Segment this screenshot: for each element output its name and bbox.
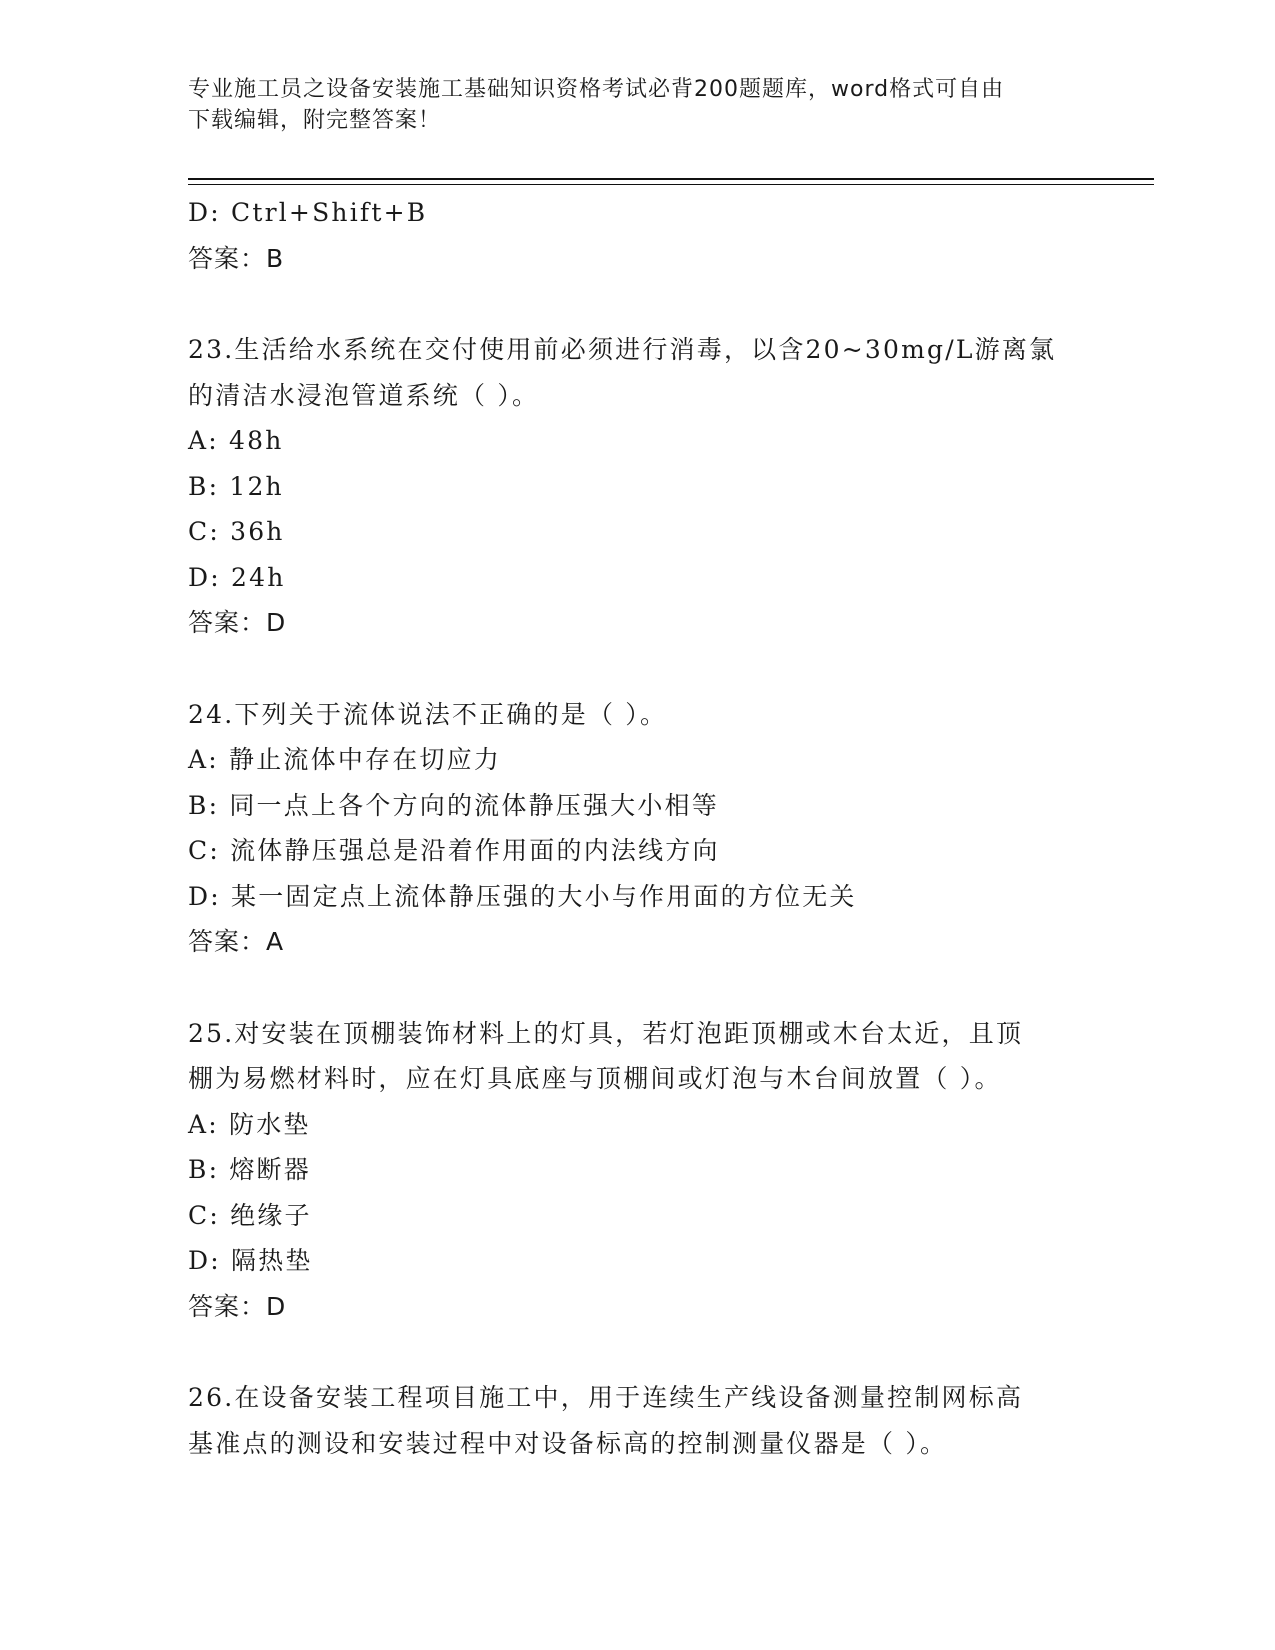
header-divider-thin	[188, 184, 1154, 185]
header-note-line-2: 下载编辑，附完整答案！	[188, 108, 442, 133]
option-b: B: 同一点上各个方向的流体静压强大小相等	[188, 790, 719, 820]
option-d: D: 某一固定点上流体静压强的大小与作用面的方位无关	[188, 881, 857, 911]
option-a: A: 防水垫	[188, 1109, 311, 1139]
question-stem-cont: 棚为易燃材料时，应在灯具底座与顶棚间或灯泡与木台间放置（ ）。	[188, 1064, 1002, 1093]
option-d: D: 隔热垫	[188, 1246, 313, 1275]
option-d: D: Ctrl+Shift+B	[188, 198, 428, 227]
question-stem-cont: 的清洁水浸泡管道系统（ ）。	[188, 380, 540, 410]
answer-label: 答案：D	[188, 1291, 287, 1321]
question-stem-cont: 基准点的测设和安装过程中对设备标高的控制测量仪器是（ ）。	[188, 1428, 948, 1458]
question-list	[188, 190, 1088, 1466]
option-a: A: 48h	[188, 426, 284, 455]
answer-label: 答案：D	[188, 608, 287, 637]
option-d: D: 24h	[188, 562, 286, 592]
document-header-note	[188, 74, 1088, 136]
question-24	[188, 692, 1088, 965]
header-note-line-1: 专业施工员之设备安装施工基础知识资格考试必背200题题库，word格式可自由	[188, 77, 1005, 102]
question-stem: 25.对安装在顶棚装饰材料上的灯具，若灯泡距顶棚或木台太近，且顶	[188, 1018, 1024, 1048]
question-23	[188, 327, 1088, 646]
option-c: C: 36h	[188, 517, 285, 546]
option-c: C: 流体静压强总是沿着作用面的内法线方向	[188, 836, 720, 865]
answer-label: 答案：A	[188, 927, 285, 956]
question-26	[188, 1375, 1088, 1466]
question-22-tail	[188, 190, 1088, 281]
question-stem: 23.生活给水系统在交付使用前必须进行消毒，以含20~30mg/L游离氯	[188, 335, 1057, 364]
question-stem: 24.下列关于流体说法不正确的是（ ）。	[188, 699, 668, 729]
option-b: B: 12h	[188, 471, 284, 501]
option-b: B: 熔断器	[188, 1155, 311, 1184]
question-25	[188, 1011, 1088, 1330]
question-stem: 26.在设备安装工程项目施工中，用于连续生产线设备测量控制网标高	[188, 1383, 1024, 1412]
option-a: A: 静止流体中存在切应力	[188, 745, 502, 774]
option-c: C: 绝缘子	[188, 1200, 312, 1230]
header-divider-thick	[188, 178, 1154, 180]
answer-label: 答案：B	[188, 243, 285, 273]
